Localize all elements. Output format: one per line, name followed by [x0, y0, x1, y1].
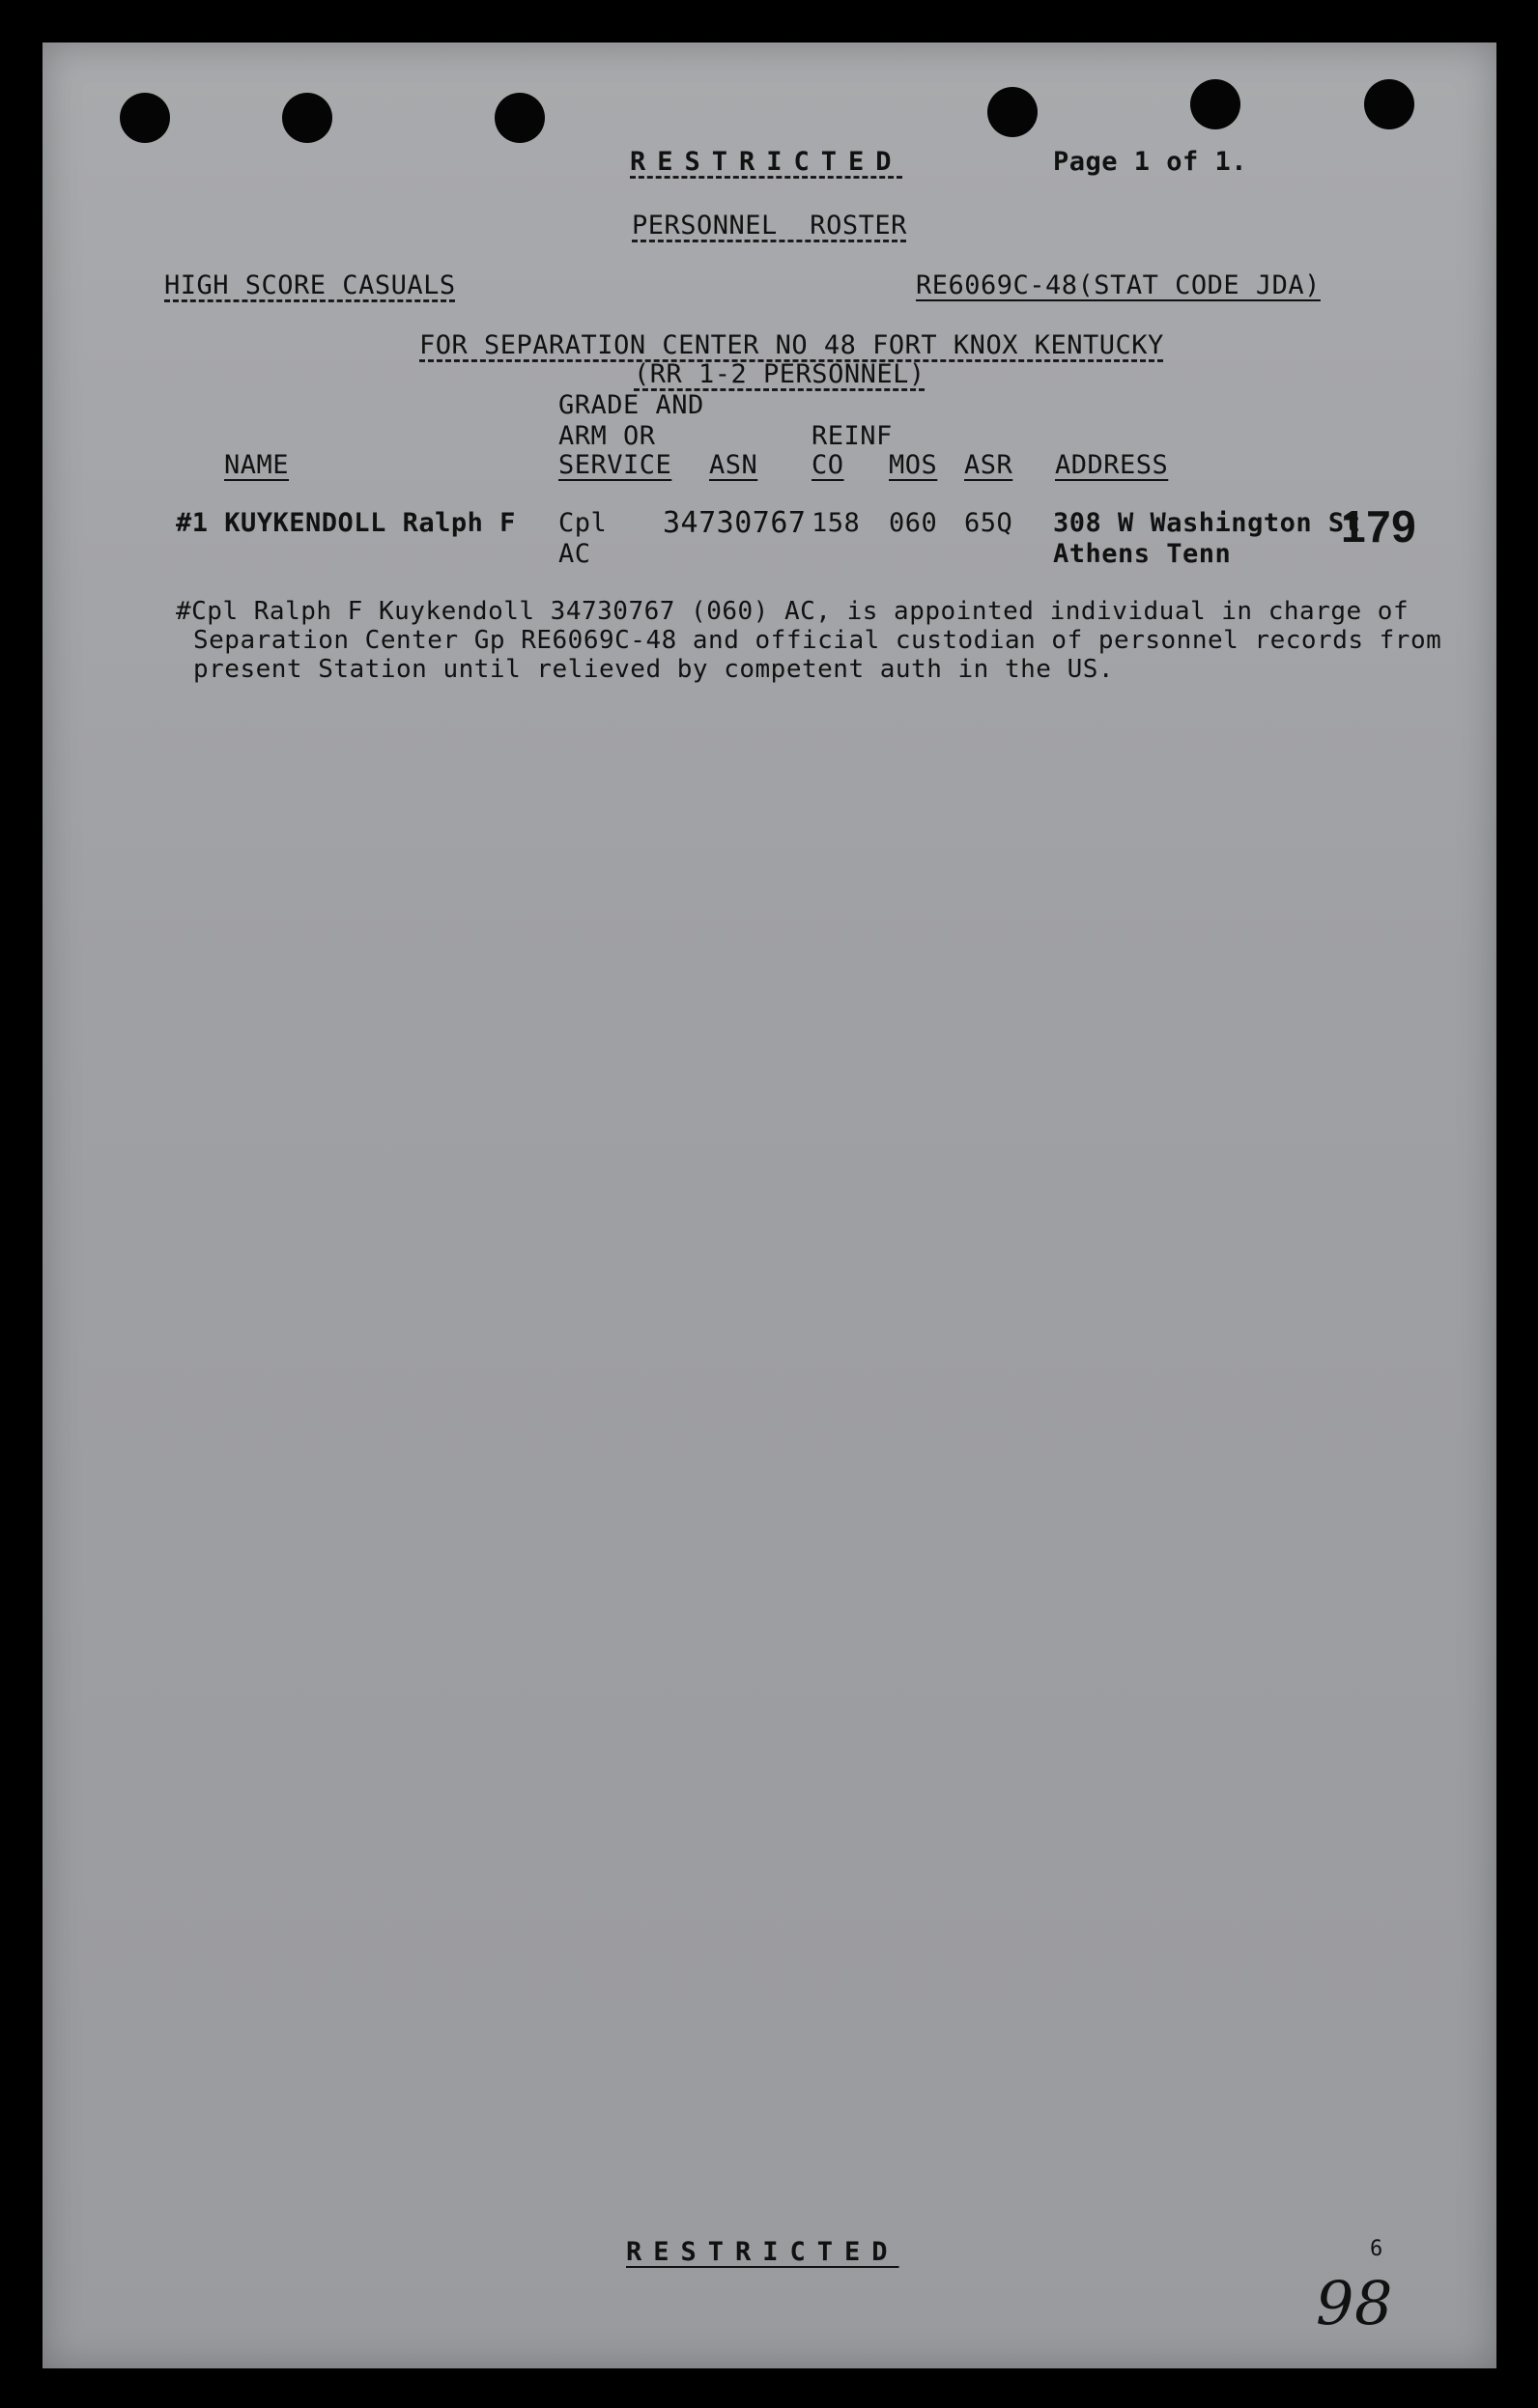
- note-line1: #Cpl Ralph F Kuykendoll 34730767 (060) AC, is appointed individual in charge of: [176, 597, 1410, 626]
- punch-hole: [120, 93, 170, 143]
- row-name: #1 KUYKENDOLL Ralph F: [176, 508, 516, 538]
- col-asr: ASR: [964, 450, 1013, 480]
- classification-bottom: RESTRICTED: [626, 2237, 899, 2267]
- row-address-line1: 308 W Washington St: [1053, 508, 1361, 538]
- col-address: ADDRESS: [1055, 450, 1169, 480]
- document-page: [43, 42, 1496, 2368]
- unit-name: HIGH SCORE CASUALS: [164, 270, 456, 300]
- roster-title: PERSONNEL ROSTER: [632, 211, 907, 241]
- row-co: 158: [812, 508, 861, 538]
- row-mos: 060: [889, 508, 938, 538]
- punch-hole: [1190, 79, 1240, 129]
- note-line3: present Station until relieved by competent auth in the US.: [193, 655, 1115, 684]
- col-grade-line1: GRADE AND: [558, 390, 704, 420]
- stamp-number: 179: [1341, 501, 1417, 552]
- classification-top: RESTRICTED: [630, 147, 903, 177]
- col-grade-line2: ARM OR: [558, 421, 656, 451]
- row-asn: 34730767: [663, 506, 807, 540]
- col-reinf-line1: REINF: [812, 421, 893, 451]
- row-arm: AC: [558, 539, 591, 569]
- col-grade-line3: SERVICE: [558, 450, 672, 480]
- subgroup: (RR 1-2 PERSONNEL): [634, 359, 926, 389]
- note-line2: Separation Center Gp RE6069C-48 and official custodian of personnel records from: [193, 626, 1442, 655]
- group-code: RE6069C-48(STAT CODE JDA): [916, 270, 1321, 300]
- page-number: Page 1 of 1.: [1053, 147, 1248, 177]
- row-address-line2: Athens Tenn: [1053, 539, 1232, 569]
- col-asn: ASN: [709, 450, 758, 480]
- punch-hole: [987, 87, 1038, 137]
- punch-hole: [1364, 79, 1414, 129]
- col-reinf-co: CO: [812, 450, 844, 480]
- row-grade: Cpl: [558, 508, 608, 538]
- col-mos: MOS: [889, 450, 938, 480]
- col-name: NAME: [224, 450, 290, 480]
- punch-hole: [495, 93, 545, 143]
- small-mark: 6: [1370, 2237, 1383, 2261]
- handwritten-number: 98: [1316, 2268, 1393, 2338]
- row-asr: 65Q: [964, 508, 1013, 538]
- punch-hole: [282, 93, 332, 143]
- destination: FOR SEPARATION CENTER NO 48 FORT KNOX KENTUCKY: [419, 330, 1164, 360]
